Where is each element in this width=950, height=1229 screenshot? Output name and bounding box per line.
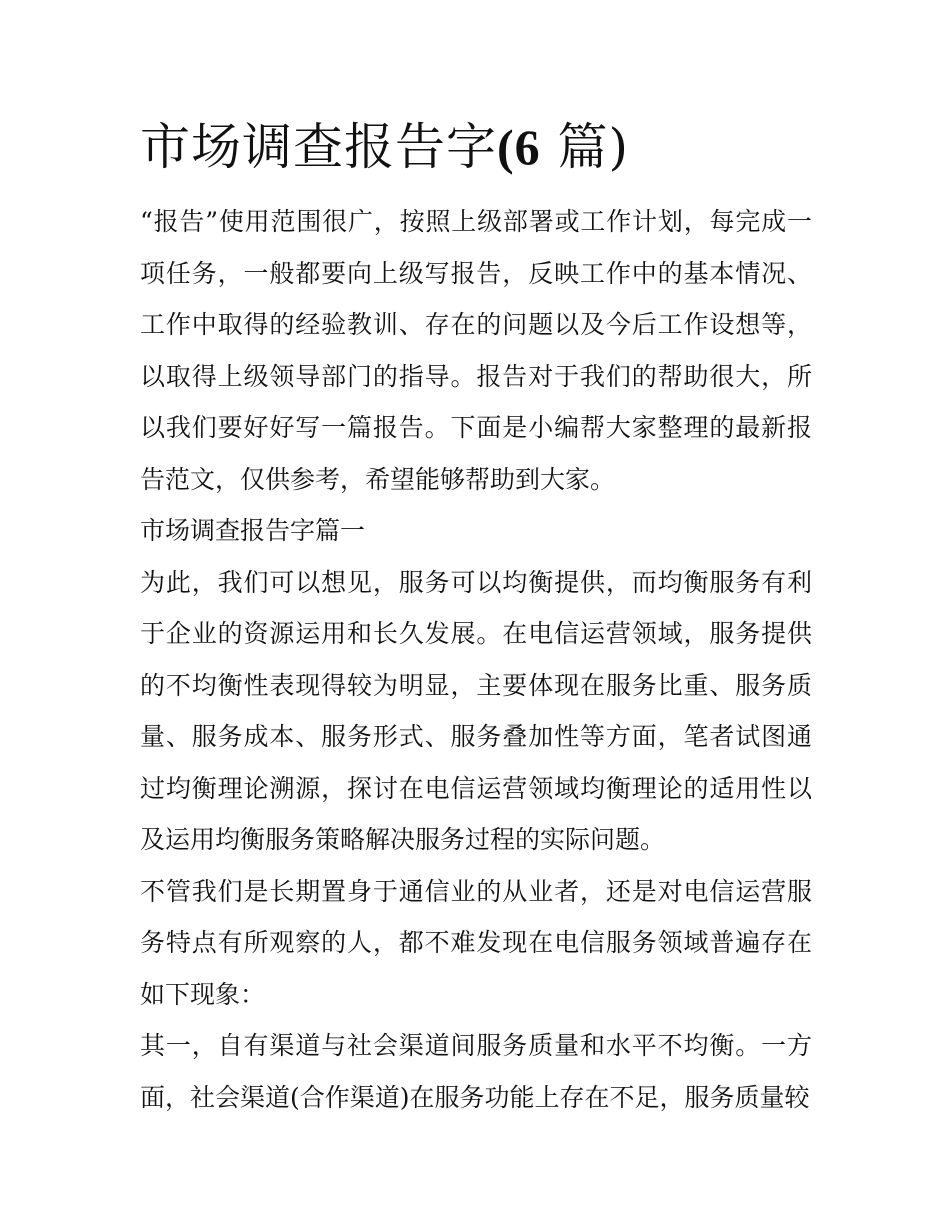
section-heading: 市场调查报告字篇一 bbox=[140, 516, 366, 545]
title-number-text: (6 bbox=[497, 119, 541, 175]
title-suffix-text: 篇) bbox=[540, 118, 630, 176]
body-paragraph: 不管我们是长期置身于通信业的从业者，还是对电信运营服务特点有所观察的人，都不难发现在电信服务领域普遍存在如下现象： bbox=[140, 876, 812, 1009]
body-paragraph: 其一，自有渠道与社会渠道间服务质量和水平不均衡。一方面，社会渠道(合作渠道)在服务功能上存在不足，服务质量较 bbox=[140, 1031, 812, 1112]
document-body bbox=[140, 196, 812, 1123]
body-paragraph: 为此，我们可以想见，服务可以均衡提供，而均衡服务有利于企业的资源运用和长久发展。在电信运营领域，服务提供的不均衡性表现得较为明显，主要体现在服务比重、服务质量、服务成本、服务形式、服务叠加性等方面，笔者试图通过均衡理论溯源，探讨在电信运营领域均衡理论的适用性以及运用均衡服务策略解决服务过程的实际问题。 bbox=[140, 567, 812, 854]
intro-paragraph: “报告”使用范围很广，按照上级部署或工作计划，每完成一项任务，一般都要向上级写报告，反映工作中的基本情况、工作中取得的经验教训、存在的问题以及今后工作设想等，以取得上级领导部门的指导。报告对于我们的帮助很大，所以我们要好好写一篇报告。下面是小编帮大家整理的最新报告范文，仅供参考，希望能够帮助到大家。 bbox=[140, 207, 812, 494]
document-title bbox=[140, 112, 629, 182]
title-main-text: 市场调查报告字 bbox=[140, 118, 497, 176]
